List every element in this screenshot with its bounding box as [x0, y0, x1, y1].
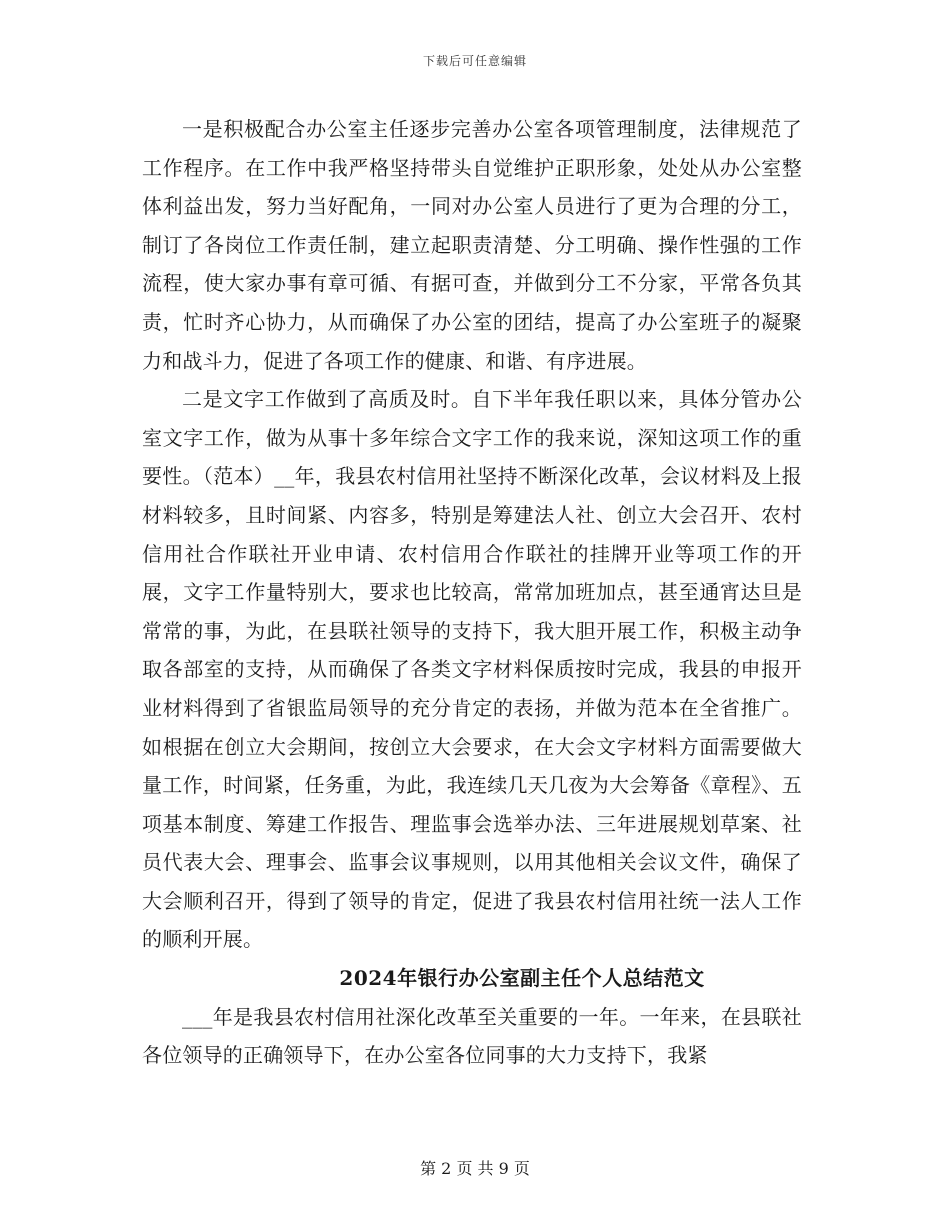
header-note: 下载后可任意编辑 [422, 54, 527, 68]
page-indicator: 第 2 页 共 9 页 [420, 1159, 530, 1178]
document-body [142, 110, 802, 1075]
section-title: 2024年银行办公室副主任个人总结范文 [339, 966, 705, 991]
paragraph-writing-work: 二是文字工作做到了高质及时。自下半年我任职以来，具体分管办公室文字工作，做为从事十多年综合文字工作的我来说，深知这项工作的重要性。（范本）__年，我县农村信用社坚持不断深化改革，会议材料及上报材料较多，且时间紧、内容多，特别是筹建法人社、创立大会召开、农村信用社合作联社开业申请、农村信用合作联社的挂牌开业等项工作的开展，文字工作量特别大，要求也比较高，常常加班加点，甚至通宵达旦是常常的事，为此，在县联社领导的支持下，我大胆开展工作，积极主动争取各部室的支持，从而确保了各类文字材料保质按时完成，我县的申报开业材料得到了省银监局领导的充分肯定的表扬，并做为范本在全省推广。如根据在创立大会期间，按创立大会要求，在大会文字材料方面需要做大量工作，时间紧，任务重，为此，我连续几天几夜为大会筹备《章程》、五项基本制度、筹建工作报告、理监事会选举办法、三年进展规划草案、社员代表大会、理事会、监事会议事规则，以用其他相关会议文件，确保了大会顺利召开，得到了领导的肯定，促进了我县农村信用社统一法人工作的顺利开展。 [142, 387, 802, 952]
paragraph-section-intro: ___年是我县农村信用社深化改革至关重要的一年。一年来，在县联社各位领导的正确领导下，在办公室各位同事的大力支持下，我紧 [142, 1004, 802, 1068]
paragraph-office-management: 一是积极配合办公室主任逐步完善办公室各项管理制度，法律规范了工作程序。在工作中我严格坚持带头自觉维护正职形象，处处从办公室整体利益出发，努力当好配角，一同对办公室人员进行了更为合理的分工，制订了各岗位工作责任制，建立起职责清楚、分工明确、操作性强的工作流程，使大家办事有章可循、有据可查，并做到分工不分家，平常各负其责，忙时齐心协力，从而确保了办公室的团结，提高了办公室班子的凝聚力和战斗力，促进了各项工作的健康、和谐、有序进展。 [142, 117, 802, 373]
